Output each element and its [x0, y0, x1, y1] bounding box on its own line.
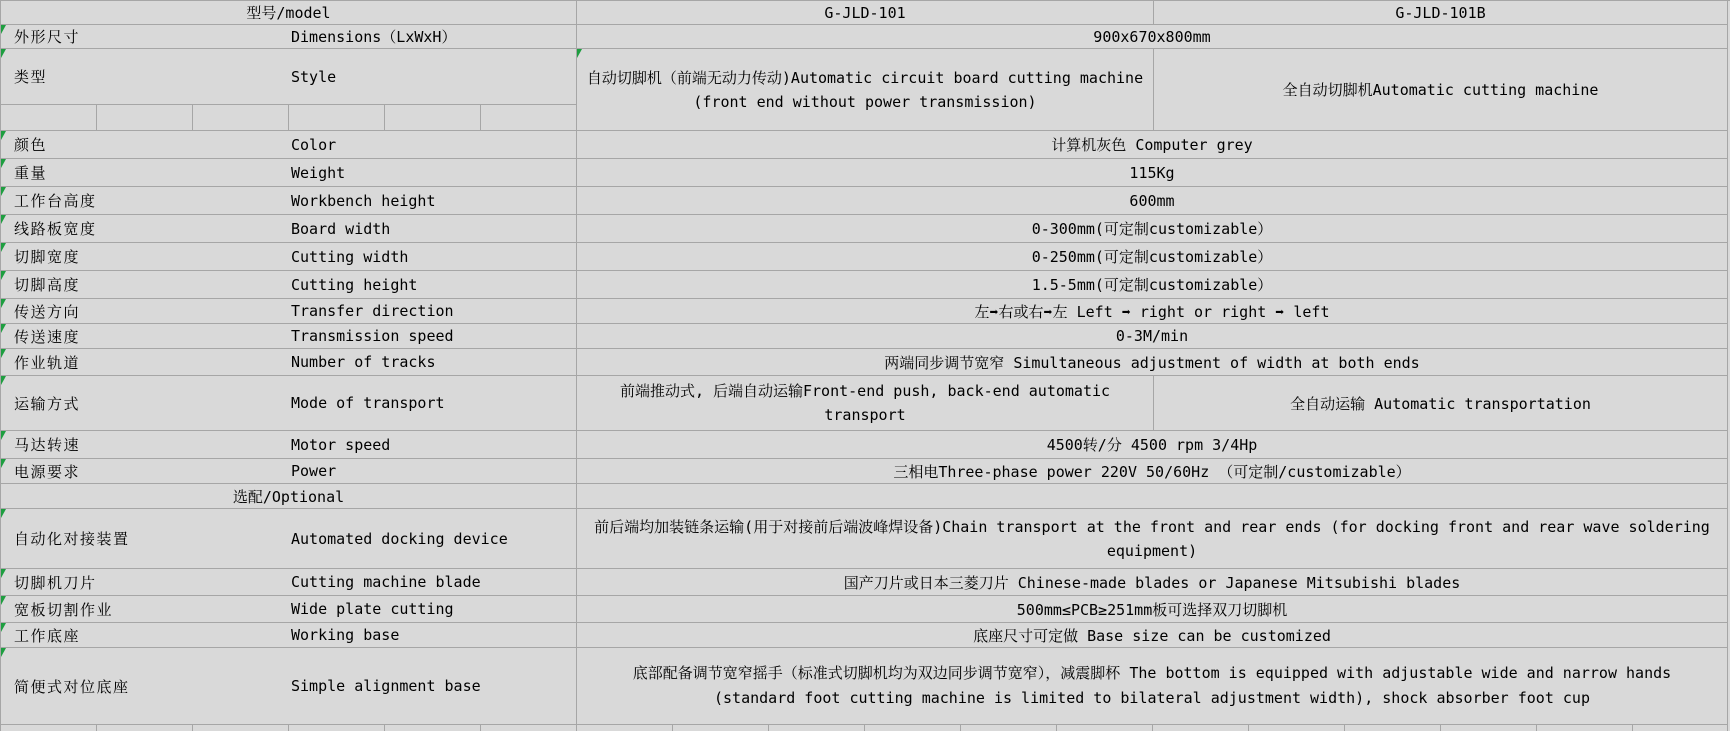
workbench-height-label-cn: 工作台高度 — [14, 192, 97, 210]
row-model-header — [0, 1, 1728, 25]
row-optional-section — [0, 484, 1728, 509]
row-alignment-base — [0, 648, 1728, 725]
error-indicator-icon — [1, 243, 6, 252]
row-cutting-width — [0, 243, 1728, 271]
board-width-label-cn: 线路板宽度 — [14, 220, 97, 238]
row-color — [0, 131, 1728, 159]
cutting-width-value-cell[interactable] — [577, 243, 1728, 270]
style-value-b: 全自动切脚机Automatic cutting machine — [1282, 81, 1599, 99]
row-dimensions — [0, 25, 1728, 49]
style-value-b-cell[interactable] — [1154, 49, 1728, 130]
error-indicator-icon — [1, 431, 6, 440]
row-tracks — [0, 349, 1728, 376]
row-wide-plate — [0, 596, 1728, 623]
transport-mode-label-en: Mode of transport — [291, 394, 445, 412]
working-base-label-en: Working base — [291, 626, 400, 644]
optional-section-empty-cell[interactable] — [577, 484, 1728, 508]
transfer-direction-value-cell[interactable] — [577, 299, 1728, 323]
workbench-height-value-cell[interactable] — [577, 187, 1728, 214]
power-label-cn: 电源要求 — [14, 462, 81, 481]
wide-plate-value-cell[interactable] — [577, 596, 1728, 622]
row-cutting-height — [0, 271, 1728, 299]
error-indicator-icon — [1, 509, 6, 518]
model-a-cell[interactable] — [577, 1, 1154, 24]
workbench-height-value: 600mm — [1129, 191, 1175, 210]
power-label-en: Power — [291, 462, 337, 480]
error-indicator-icon — [1, 159, 6, 168]
error-indicator-icon — [1, 49, 6, 58]
blade-label-cn: 切脚机刀片 — [14, 573, 97, 592]
transport-mode-value-b: 全自动运输 Automatic transportation — [1290, 394, 1591, 413]
dimensions-label-cn: 外形尺寸 — [14, 28, 81, 46]
transmission-speed-value: 0-3M/min — [1115, 327, 1189, 345]
working-base-label-cn: 工作底座 — [14, 626, 81, 645]
color-label-en: Color — [291, 135, 337, 154]
transmission-speed-value-cell[interactable] — [577, 324, 1728, 348]
empty-cell[interactable] — [97, 105, 193, 130]
cutting-height-label-en: Cutting height — [291, 275, 418, 294]
power-value-cell[interactable] — [577, 459, 1728, 483]
color-value: 计算机灰色 Computer grey — [1051, 136, 1253, 154]
weight-value-cell[interactable] — [577, 159, 1728, 186]
wide-plate-label-cell[interactable] — [0, 596, 577, 622]
error-indicator-icon — [1, 324, 6, 333]
cutting-height-label-cn: 切脚高度 — [14, 276, 81, 294]
cutting-height-value-cell[interactable] — [577, 271, 1728, 298]
tracks-value-cell[interactable] — [577, 349, 1728, 375]
model-header-label: 型号/model — [246, 4, 331, 22]
docking-device-label-cell[interactable] — [0, 509, 577, 568]
error-indicator-icon — [1, 187, 6, 196]
working-base-value: 底座尺寸可定做 Base size can be customized — [973, 626, 1331, 645]
docking-device-label-en: Automated docking device — [291, 529, 508, 548]
wide-plate-label-cn: 宽板切割作业 — [14, 600, 114, 619]
transport-mode-label-cell[interactable] — [0, 376, 577, 430]
blade-value: 国产刀片或日本三菱刀片 Chinese-made blades or Japanese Mitsubishi blades — [843, 573, 1461, 592]
transport-mode-value-a: 前端推动式, 后端自动运输Front-end push, back-end automatic transport — [619, 382, 1111, 424]
error-indicator-icon — [1, 623, 6, 632]
motor-speed-label-cell[interactable] — [0, 431, 577, 458]
row-docking-device — [0, 509, 1728, 569]
error-indicator-icon — [1, 349, 6, 358]
tracks-value: 两端同步调节宽窄 Simultaneous adjustment of width at both ends — [884, 353, 1420, 372]
row-working-base — [0, 623, 1728, 648]
error-indicator-icon — [1, 569, 6, 578]
error-indicator-icon — [1, 131, 6, 140]
board-width-label-en: Board width — [291, 219, 391, 238]
working-base-label-cell[interactable] — [0, 623, 577, 647]
transfer-direction-label-cn: 传送方向 — [14, 302, 81, 321]
error-indicator-icon — [1, 25, 6, 34]
empty-cell[interactable] — [193, 105, 289, 130]
alignment-base-value-cell[interactable] — [577, 648, 1728, 724]
row-style — [0, 49, 1728, 131]
docking-device-value-cell[interactable] — [577, 509, 1728, 568]
cutting-width-label-cn: 切脚宽度 — [14, 248, 81, 266]
style-value-a-cell[interactable] — [577, 49, 1154, 130]
cutting-width-value: 0-250mm(可定制customizable） — [1031, 248, 1273, 266]
model-a-text: G-JLD-101 — [824, 3, 906, 22]
model-b-text: G-JLD-101B — [1395, 3, 1486, 22]
board-width-value: 0-300mm(可定制customizable） — [1031, 220, 1273, 238]
style-label-cell[interactable] — [1, 49, 576, 105]
power-label-cell[interactable] — [0, 459, 577, 483]
workbench-height-label-en: Workbench height — [291, 191, 436, 210]
model-b-cell[interactable] — [1154, 1, 1728, 24]
style-label-en: Style — [291, 67, 337, 86]
row-blade — [0, 569, 1728, 596]
alignment-base-label-en: Simple alignment base — [291, 677, 481, 695]
error-indicator-icon — [1, 215, 6, 224]
docking-device-value: 前后端均加装链条运输(用于对接前后端波峰焊设备)Chain transport at the front and rear ends (for docking front and rear wave soldering equipment) — [594, 517, 1710, 560]
dimensions-value-cell[interactable] — [577, 25, 1728, 48]
alignment-base-value: 底部配备调节宽窄摇手（标准式切脚机均为双边同步调节宽窄），减震脚杯 The bottom is equipped with adjustable wide and narrow hands (standard foot cutting machine is limited to bilateral adjustment width), shock absorber foot cup — [632, 664, 1672, 707]
tracks-label-cell[interactable] — [0, 349, 577, 375]
row-workbench-height — [0, 187, 1728, 215]
error-indicator-icon — [577, 49, 582, 58]
tracks-label-en: Number of tracks — [291, 353, 436, 371]
board-width-label-cell[interactable] — [0, 215, 577, 242]
weight-value: 115Kg — [1129, 163, 1175, 182]
error-indicator-icon — [1, 299, 6, 308]
wide-plate-value: 500mm≤PCB≥251mm板可选择双刀切脚机 — [1016, 600, 1288, 619]
cutting-width-label-cell[interactable] — [0, 243, 577, 270]
dimensions-label-en: Dimensions（LxWxH） — [291, 28, 457, 46]
transfer-direction-value: 左➡右或右➡左 Left ➡ right or right ➡ left — [974, 302, 1330, 321]
color-label-cn: 颜色 — [14, 136, 48, 154]
weight-label-cell[interactable] — [0, 159, 577, 186]
transmission-speed-label-cell[interactable] — [0, 324, 577, 348]
transmission-speed-label-en: Transmission speed — [291, 327, 454, 345]
motor-speed-value: 4500转/分 4500 rpm 3/4Hp — [1046, 436, 1258, 454]
working-base-value-cell[interactable] — [577, 623, 1728, 647]
error-indicator-icon — [1, 459, 6, 468]
color-label-cell[interactable] — [0, 131, 577, 158]
motor-speed-label-en: Motor speed — [291, 435, 391, 454]
transport-mode-label-cn: 运输方式 — [14, 394, 81, 413]
blade-value-cell[interactable] — [577, 569, 1728, 595]
empty-cell[interactable] — [1, 105, 97, 130]
error-indicator-icon — [1, 376, 6, 385]
error-indicator-icon — [1, 596, 6, 605]
blade-label-cell[interactable] — [0, 569, 577, 595]
empty-cell[interactable] — [289, 105, 385, 130]
color-value-cell[interactable] — [577, 131, 1728, 158]
board-width-value-cell[interactable] — [577, 215, 1728, 242]
docking-device-label-cn: 自动化对接装置 — [14, 530, 130, 548]
cutting-width-label-en: Cutting width — [291, 247, 409, 266]
transfer-direction-label-cell[interactable] — [0, 299, 577, 323]
motor-speed-label-cn: 马达转速 — [14, 436, 81, 454]
clipped-grid-row — [0, 725, 1728, 731]
style-label-cn: 类型 — [14, 68, 48, 87]
style-value-a: 自动切脚机（前端无动力传动)Automatic circuit board cutting machine (front end without power transmission) — [586, 68, 1144, 111]
power-value: 三相电Three-phase power 220V 50/60Hz （可定制/customizable） — [893, 462, 1411, 481]
row-motor-speed — [0, 431, 1728, 459]
empty-cell[interactable] — [481, 105, 576, 130]
weight-label-en: Weight — [291, 163, 346, 182]
row-weight — [0, 159, 1728, 187]
transmission-speed-label-cn: 传送速度 — [14, 327, 81, 346]
alignment-base-label-cell[interactable] — [0, 648, 577, 724]
weight-label-cn: 重量 — [14, 164, 48, 182]
row-board-width — [0, 215, 1728, 243]
model-header-label-cell[interactable] — [0, 1, 577, 24]
cutting-height-value: 1.5-5mm(可定制customizable） — [1031, 276, 1273, 294]
empty-grid-row — [1, 105, 576, 130]
alignment-base-label-cn: 简便式对位底座 — [14, 677, 130, 696]
workbench-height-label-cell[interactable] — [0, 187, 577, 214]
motor-speed-value-cell[interactable] — [577, 431, 1728, 458]
row-transport-mode — [0, 376, 1728, 431]
row-transfer-direction — [0, 299, 1728, 324]
transport-mode-value-a-cell[interactable] — [577, 376, 1154, 430]
cutting-height-label-cell[interactable] — [0, 271, 577, 298]
dimensions-label-cell[interactable] — [0, 25, 577, 48]
optional-section-label: 选配/Optional — [232, 487, 345, 506]
row-power — [0, 459, 1728, 484]
error-indicator-icon — [1, 271, 6, 280]
row-transmission-speed — [0, 324, 1728, 349]
transport-mode-value-b-cell[interactable] — [1154, 376, 1728, 430]
style-label-stack — [0, 49, 577, 130]
dimensions-value: 900x670x800mm — [1093, 27, 1211, 46]
empty-cell[interactable] — [385, 105, 481, 130]
blade-label-en: Cutting machine blade — [291, 573, 481, 591]
optional-section-label-cell[interactable] — [0, 484, 577, 508]
transfer-direction-label-en: Transfer direction — [291, 302, 454, 320]
wide-plate-label-en: Wide plate cutting — [291, 600, 454, 618]
tracks-label-cn: 作业轨道 — [14, 353, 81, 372]
error-indicator-icon — [1, 648, 6, 657]
